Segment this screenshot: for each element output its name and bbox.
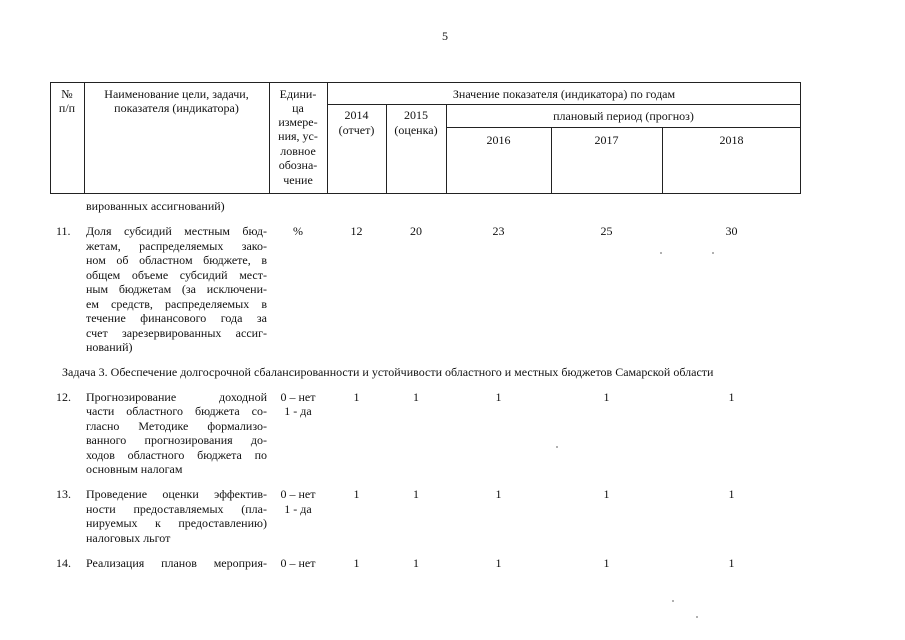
- header-unit-7: чение: [283, 173, 313, 187]
- row-number: 12.: [56, 390, 71, 404]
- value-2018: 1: [728, 487, 735, 501]
- header-values: Значение показателя (индикатора) по годам: [452, 87, 676, 101]
- row-name-line: счет зарезервированных ассиг-: [86, 326, 267, 340]
- row-name-line: гласно Методике формализо-: [86, 419, 267, 433]
- row-number: 14.: [56, 556, 71, 570]
- page-number: 5: [442, 29, 448, 43]
- value-2015: 20: [410, 224, 422, 238]
- row-name-line: жетам, распределяемых зако-: [86, 239, 267, 253]
- header-unit-5: ловное: [280, 144, 316, 158]
- row-unit: 0 – нет: [280, 487, 316, 501]
- scan-speck: [660, 252, 662, 254]
- row-name-line: Проведение оценки эффектив-: [86, 487, 267, 501]
- scan-speck: [556, 446, 558, 448]
- row-unit: %: [293, 224, 303, 238]
- value-2016: 1: [495, 390, 502, 404]
- value-2015: 1: [413, 390, 419, 404]
- value-2016: 1: [495, 556, 502, 570]
- row-name-line: течение финансового года за: [86, 311, 267, 325]
- row-name-line: ности предоставляемых (пла-: [86, 502, 267, 516]
- row-unit: 1 - да: [284, 404, 312, 418]
- row-name-line: общем объеме субсидий мест-: [86, 268, 267, 282]
- row-unit: 1 - да: [284, 502, 312, 516]
- row-name-line: Прогнозирование доходной: [86, 390, 267, 404]
- continuation-text: вированных ассигнований): [86, 199, 225, 213]
- value-2016: 1: [495, 487, 502, 501]
- value-2017: 1: [603, 390, 610, 404]
- value-2018: 1: [728, 390, 735, 404]
- header-unit-2: ца: [292, 101, 304, 115]
- row-name-line: нований): [86, 340, 133, 354]
- header-year-2018: 2018: [719, 133, 744, 147]
- row-name-line: ем средств, распределяемых в: [86, 297, 267, 311]
- header-num-1: №: [61, 87, 73, 101]
- value-2017: 1: [603, 556, 610, 570]
- value-2014: 1: [353, 390, 360, 404]
- value-2014: 12: [350, 224, 363, 238]
- row-name-line: ном об областном бюджете, в: [86, 253, 267, 267]
- row-name-line: Реализация планов мероприя-: [86, 556, 267, 570]
- row-name-line: ным бюджетам (за исключени-: [86, 282, 267, 296]
- value-2014: 1: [353, 556, 360, 570]
- value-2018: 1: [728, 556, 735, 570]
- row-name-line: нируемых к предоставлению): [86, 516, 267, 530]
- header-unit-6: обозна-: [278, 158, 318, 172]
- row-name-line: части областного бюджета со-: [86, 404, 267, 418]
- value-2017: 1: [603, 487, 610, 501]
- header-plan-period: плановый период (прогноз): [553, 109, 694, 123]
- value-2016: 23: [492, 224, 505, 238]
- header-unit-1: Едини-: [279, 87, 317, 101]
- header-year-2016: 2016: [486, 133, 511, 147]
- row-unit: 0 – нет: [280, 390, 316, 404]
- row-number: 11.: [56, 224, 71, 238]
- row-name-line: основным налогам: [86, 462, 183, 476]
- row-name-line: Доля субсидий местным бюд-: [86, 224, 267, 238]
- scan-speck: [696, 616, 698, 618]
- value-2014: 1: [353, 487, 360, 501]
- value-2015: 1: [413, 487, 419, 501]
- value-2017: 25: [600, 224, 613, 238]
- value-2018: 30: [725, 224, 738, 238]
- header-name-1: Наименование цели, задачи,: [104, 87, 249, 101]
- header-num-2: п/п: [58, 101, 76, 115]
- row-name-line: налоговых льгот: [86, 531, 171, 545]
- header-2015-note: (оценка): [394, 123, 438, 137]
- header-unit-4: ния, ус-: [278, 129, 318, 143]
- scan-speck: [672, 600, 674, 602]
- header-2014-year: 2014: [344, 108, 369, 122]
- task-heading: Задача 3. Обеспечение долгосрочной сбалансированности и устойчивости областного и местных бюджетов Самарской области: [62, 365, 714, 379]
- header-2015-year: 2015: [404, 108, 428, 122]
- row-name-line: ванного прогнозирования до-: [86, 433, 267, 447]
- row-unit: 0 – нет: [280, 556, 316, 570]
- value-2015: 1: [413, 556, 419, 570]
- row-name-line: ходов областного бюджета по: [86, 448, 267, 462]
- header-unit-3: измере-: [278, 115, 318, 129]
- header-2014-note: (отчет): [338, 123, 375, 137]
- header-year-2017: 2017: [594, 133, 619, 147]
- scan-speck: [712, 252, 714, 254]
- row-number: 13.: [56, 487, 71, 501]
- header-name-2: показателя (индикатора): [114, 101, 239, 115]
